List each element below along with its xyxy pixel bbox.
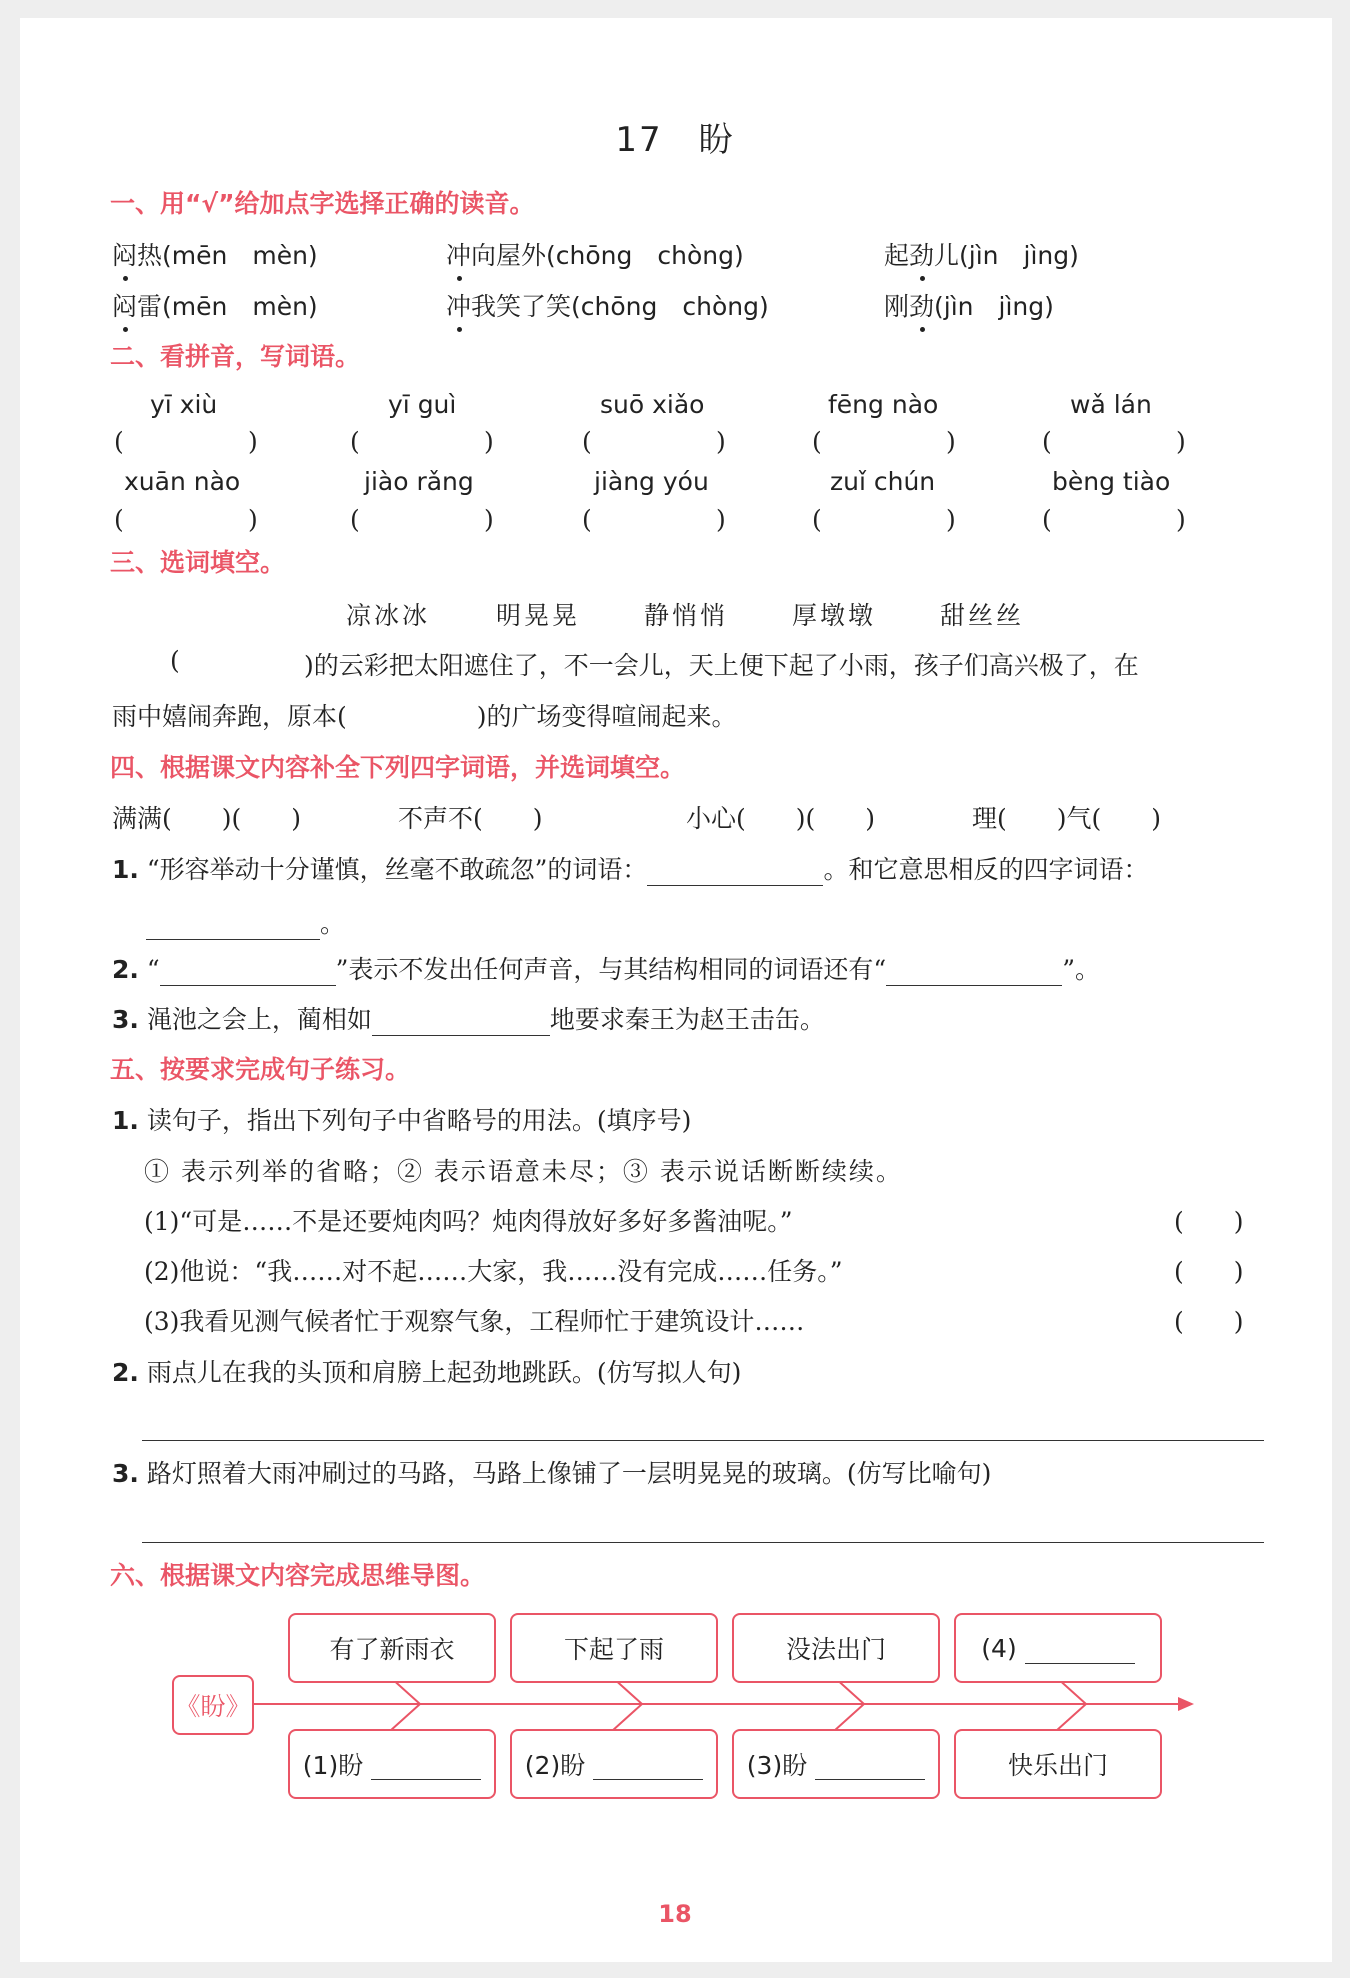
- section-6-heading: 六、根据课文内容完成思维导图。: [110, 1561, 486, 1590]
- pinyin-8: jiàng yóu: [594, 467, 709, 496]
- q5-options: ① 表示列举的省略；② 表示语意未尽；③ 表示说话断断续续。: [144, 1157, 903, 1186]
- pinyin-1: yī xiù: [150, 390, 218, 419]
- answer-paren: ( ): [1174, 1307, 1244, 1336]
- answer-blank: [886, 959, 1062, 986]
- mindmap-bottom-box-1: (1)盼: [288, 1729, 496, 1799]
- q1-row1-item2: 冲向屋外(chōng chòng): [446, 236, 744, 272]
- answer-paren-r: ): [716, 505, 726, 534]
- word-bank-item: 凉冰冰: [346, 601, 431, 630]
- answer-paren-l: (: [114, 505, 124, 534]
- q4-item-1: 1. “形容举动十分谨慎，丝毫不敢疏忽”的词语： 。和它意思相反的四字词语：: [112, 855, 1149, 884]
- answer-paren-r: ): [946, 427, 956, 456]
- q5-sub-2: (2)他说：“我……对不起……大家，我……没有完成……任务。”: [144, 1257, 843, 1286]
- answer-paren-r: ): [716, 427, 726, 456]
- idiom-4: 理( )气( ): [972, 804, 1162, 833]
- word-bank-item: 静悄悄: [644, 601, 729, 630]
- mindmap-top-box-4: (4): [954, 1613, 1162, 1683]
- answer-blank: [647, 859, 823, 886]
- answer-blank: [815, 1749, 925, 1780]
- word-bank-item: 甜丝丝: [940, 601, 1025, 630]
- answer-paren: ( ): [1174, 1207, 1244, 1236]
- q1-row2-item1: 闷雷(mēn mèn): [112, 287, 318, 323]
- mindmap-top-box-1: 有了新雨衣: [288, 1613, 496, 1683]
- word-bank-item: 厚墩墩: [792, 601, 877, 630]
- answer-paren-r: ): [484, 505, 494, 534]
- answer-paren-r: ): [248, 505, 258, 534]
- answer-paren-r: ): [946, 505, 956, 534]
- answer-paren-l: (: [350, 427, 360, 456]
- answer-blank: [160, 959, 336, 986]
- pinyin-5: wǎ lán: [1070, 390, 1152, 419]
- pinyin-9: zuǐ chún: [830, 467, 936, 496]
- answer-paren: ( ): [1174, 1257, 1244, 1286]
- page-title: 17 盼: [615, 120, 735, 160]
- section-1-heading: 一、用“√”给加点字选择正确的读音。: [110, 189, 535, 218]
- idiom-3: 小心( )( ): [686, 804, 876, 833]
- section-4-heading: 四、根据课文内容补全下列四字词语，并选词填空。: [110, 753, 686, 782]
- pinyin-7: jiào rǎng: [364, 467, 474, 496]
- answer-paren-l: (: [1042, 427, 1052, 456]
- answer-blank: [1025, 1633, 1135, 1664]
- pinyin-3: suō xiǎo: [600, 390, 705, 419]
- q1-row2-item3: 刚劲(jìn jìng): [884, 287, 1054, 323]
- q1-row1-item1: 闷热(mēn mèn): [112, 236, 318, 272]
- q4-item-3: 3. 渑池之会上，蔺相如 地要求秦王为赵王击缶。: [112, 1005, 825, 1034]
- q3-sentence-line1: )的云彩把太阳遮住了，不一会儿，天上便下起了小雨，孩子们高兴极了，在: [304, 651, 1139, 680]
- q5-item-2: 2. 雨点儿在我的头顶和肩膀上起劲地跳跃。(仿写拟人句): [112, 1358, 742, 1387]
- idiom-2: 不声不( ): [398, 804, 543, 833]
- mindmap-bottom-box-4: 快乐出门: [954, 1729, 1162, 1799]
- section-5-heading: 五、按要求完成句子练习。: [110, 1055, 411, 1084]
- q1-row1-item3: 起劲儿(jìn jìng): [884, 236, 1079, 272]
- q5-item-1: 1. 读句子，指出下列句子中省略号的用法。(填序号): [112, 1106, 692, 1135]
- mindmap-bottom-box-3: (3)盼: [732, 1729, 940, 1799]
- q1-row2-item2: 冲我笑了笑(chōng chòng): [446, 287, 769, 323]
- answer-blank: [146, 913, 320, 940]
- answer-paren-r: ): [248, 427, 258, 456]
- answer-paren-r: ): [484, 427, 494, 456]
- answer-paren-l: (: [114, 427, 124, 456]
- q5-item-3: 3. 路灯照着大雨冲刷过的马路，马路上像铺了一层明晃晃的玻璃。(仿写比喻句): [112, 1459, 992, 1488]
- answer-line: [142, 1542, 1264, 1543]
- q4-item-1-cont: 。: [146, 904, 345, 940]
- q5-sub-1: (1)“可是……不是还要炖肉吗？炖肉得放好多好多酱油呢。”: [144, 1207, 793, 1236]
- mindmap-top-box-2: 下起了雨: [510, 1613, 718, 1683]
- pinyin-6: xuān nào: [124, 467, 241, 496]
- answer-blank: [371, 1749, 481, 1780]
- mindmap-bottom-box-2: (2)盼: [510, 1729, 718, 1799]
- answer-blank: [593, 1749, 703, 1780]
- answer-blank: [372, 1009, 550, 1036]
- mindmap-root: 《盼》: [172, 1675, 254, 1735]
- section-2-heading: 二、看拼音，写词语。: [110, 342, 361, 371]
- answer-paren-r: ): [1176, 505, 1186, 534]
- answer-paren-l: (: [350, 505, 360, 534]
- idiom-1: 满满( )( ): [112, 804, 302, 833]
- word-bank-item: 明晃晃: [496, 601, 581, 630]
- section-3-heading: 三、选词填空。: [110, 548, 286, 577]
- answer-paren-l: (: [1042, 505, 1052, 534]
- answer-paren-l: (: [582, 505, 592, 534]
- q4-item-2: 2. “ ”表示不发出任何声音，与其结构相同的词语还有“ ”。: [112, 955, 1100, 984]
- mindmap-top-box-3: 没法出门: [732, 1613, 940, 1683]
- answer-paren-l: (: [812, 427, 822, 456]
- pinyin-4: fēng nào: [828, 390, 939, 419]
- pinyin-2: yī guì: [388, 390, 457, 419]
- answer-line: [142, 1440, 1264, 1441]
- q5-sub-3: (3)我看见测气候者忙于观察气象，工程师忙于建筑设计……: [144, 1307, 805, 1336]
- answer-paren-l: (: [812, 505, 822, 534]
- answer-paren-r: ): [1176, 427, 1186, 456]
- page-number: 18: [658, 1900, 692, 1928]
- pinyin-10: bèng tiào: [1052, 467, 1171, 496]
- q3-blank-open: (: [170, 646, 180, 675]
- q3-sentence-line2: 雨中嬉闹奔跑，原本( )的广场变得喧闹起来。: [112, 702, 737, 731]
- answer-paren-l: (: [582, 427, 592, 456]
